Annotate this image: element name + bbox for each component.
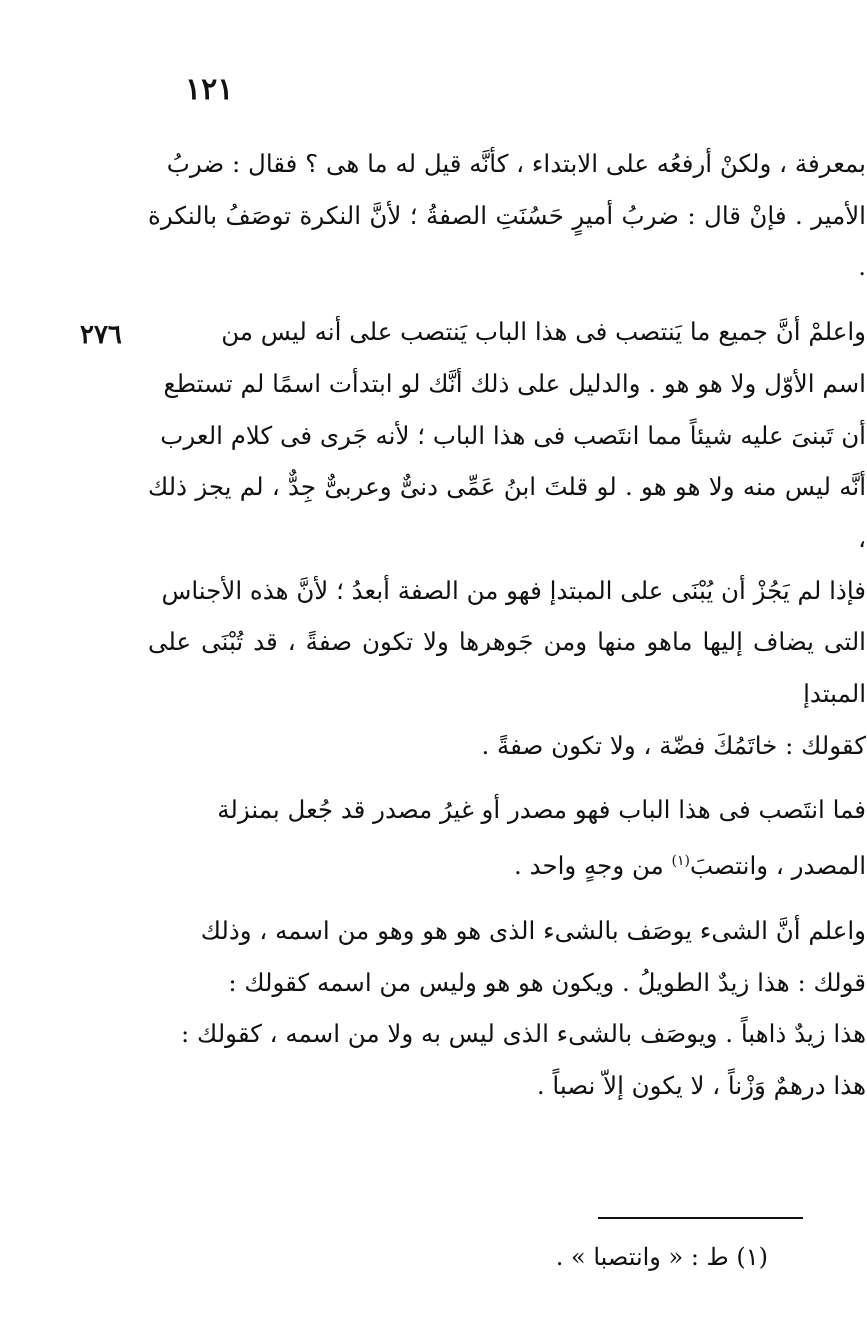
paragraph xyxy=(148,784,866,892)
text-line: واعلم أنَّ الشىء يوصَف بالشىء الذى هو هو وهو من اسمه ، وذلك xyxy=(200,916,866,945)
text-line: هذا درهمٌ وَزْناً ، لا يكون إلاّ نصباً . xyxy=(536,1071,866,1101)
paragraph xyxy=(148,905,866,1112)
text-line: واعلمْ أنَّ جميع ما يَنتصب فى هذا الباب يَنتصب على أنه ليس من xyxy=(221,317,866,347)
text-line: من وجهٍ واحد . xyxy=(514,851,664,881)
text-line: اسم الأوّل ولا هو هو . والدليل على ذلك أنَّك لو ابتدأت اسمًا لم تستطع xyxy=(163,368,866,398)
paragraph xyxy=(148,306,866,771)
text-line: قولك : هذا زيدٌ الطويلُ . ويكون هو هو وليس من اسمه كقولك : xyxy=(228,967,866,997)
text-line: التى يضاف إليها ماهو منها ومن جَوهرها ولا تكون صفةً ، قد تُبْنَى على المبتدإ xyxy=(148,627,866,709)
text-line: فإذا لم يَجُزْ أن يُبْنَى على المبتدإ فهو من الصفة أبعدُ ؛ لأنَّ هذه الأجناس xyxy=(161,575,866,605)
main-text xyxy=(148,138,866,1112)
text-line: كقولك : خاتَمُكَ فضّة ، ولا تكون صفةً . xyxy=(481,730,866,760)
paragraph xyxy=(148,138,866,293)
text-line: أن تَبنىَ عليه شيئاً مما انتَصب فى هذا الباب ؛ لأنه جَرى فى كلام العرب xyxy=(160,420,866,450)
text-line: المصدر ، وانتصبَ xyxy=(689,851,866,881)
text-line: بمعرفة ، ولكنْ أرفعُه على الابتداء ، كأنَّه قيل له ما هى ؟ فقال : ضربُ xyxy=(166,149,866,178)
page-number: ١٢١ xyxy=(185,72,234,107)
text-line: هذا زيدٌ ذاهباً . ويوصَف بالشىء الذى ليس به ولا من اسمه ، كقولك : xyxy=(181,1019,866,1049)
text-line: أنَّه ليس منه ولا هو هو . لو قلتَ ابنُ عَمِّى دنىٌّ وعربىٌّ جِدٌّ ، لم يجز ذلك ، xyxy=(148,472,866,553)
margin-reference-number: ٢٧٦ xyxy=(80,320,122,350)
footnote: (١) ط : « وانتصبا » . xyxy=(555,1243,768,1271)
text-line: الأمير . فإنْ قال : ضربُ أميرٍ حَسُنَتِ الصفةُ ؛ لأنَّ النكرة توصَفُ بالنكرة . xyxy=(148,200,866,282)
footnote-divider xyxy=(598,1217,803,1219)
text-line: فما انتَصب فى هذا الباب فهو مصدر أو غيرُ مصدر قد جُعل بمنزلة xyxy=(217,795,866,825)
footnote-marker[interactable]: (١) xyxy=(671,853,690,870)
